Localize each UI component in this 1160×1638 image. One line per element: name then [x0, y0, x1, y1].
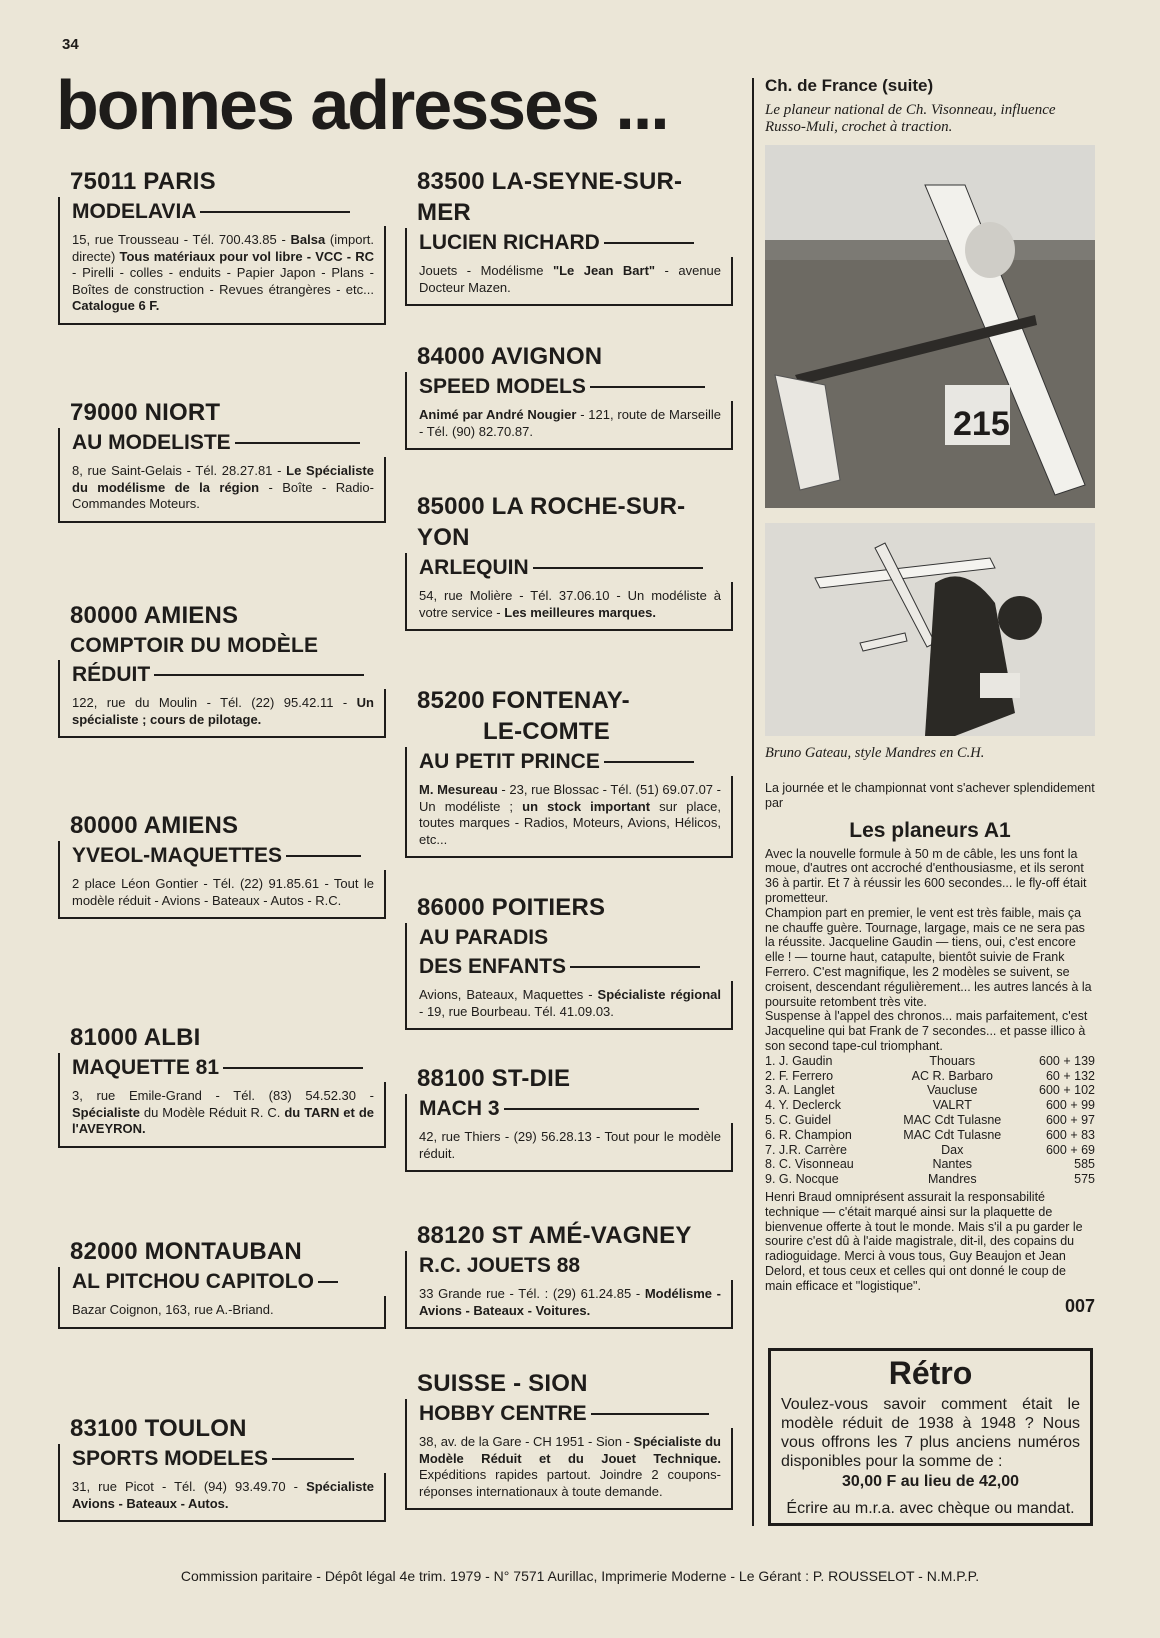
- shop-name: [58, 660, 386, 689]
- text: Tous matériaux pour vol libre - VCC - RC: [119, 248, 374, 264]
- result-name: 6. R. Champion: [765, 1127, 852, 1142]
- result-club: MAC Cdt Tulasne: [903, 1112, 1002, 1127]
- text: - Pirelli - colles - enduits - Papier Japon - Plans - Boîtes de construction - Revues étrangères - etc...: [72, 265, 374, 297]
- address-entry: [405, 1063, 733, 1172]
- results-row: [765, 1069, 1095, 1084]
- column-divider: [752, 78, 754, 1526]
- shop-label: MAQUETTE 81: [72, 1056, 220, 1079]
- text: Jouets - Modélisme: [419, 263, 553, 278]
- page-title: bonnes adresses ...: [56, 66, 668, 144]
- result-name: 1. J. Gaudin: [765, 1053, 833, 1068]
- result-score: 600 + 99: [1045, 1098, 1095, 1113]
- city-heading-cont: YON: [417, 524, 470, 551]
- results-row: [765, 1143, 1095, 1158]
- shop-name: [405, 1399, 733, 1428]
- address-entry: [58, 166, 386, 325]
- address-entry: [58, 810, 386, 919]
- shop-label: HOBBY CENTRE: [419, 1402, 587, 1425]
- page-number: 34: [62, 36, 79, 53]
- photo-caption-2: Bruno Gateau, style Mandres en C.H.: [765, 745, 985, 761]
- result-club: AC R. Barbaro: [911, 1068, 993, 1083]
- text: - 23, rue Blossac - Tél. (51) 69.07.07 - Un modéliste ;: [419, 782, 721, 814]
- shop-name: [405, 952, 733, 981]
- address-entry: [58, 1413, 386, 1522]
- city-heading: 83500 LA-SEYNE-SUR-: [417, 168, 683, 195]
- article-paragraph: Avec la nouvelle formule à 50 m de câble, les uns font la moue, d'autres ont accroché d'enthousiasme, et ils seront 36 à partir. Et 7 à réussir les 600 secondes... le fly-off était prometteur.: [765, 846, 1087, 905]
- city-heading: 88120 ST AMÉ-VAGNEY: [417, 1222, 692, 1249]
- sidebar-heading: Ch. de France (suite): [765, 76, 934, 95]
- shop-label: SPORTS MODELES: [72, 1447, 269, 1470]
- result-club: Dax: [941, 1142, 964, 1157]
- text: du Modèle Réduit R. C.: [139, 1104, 285, 1120]
- result-club: VALRT: [932, 1098, 972, 1113]
- address-entry: [58, 397, 386, 523]
- text: - 19, rue Bourbeau. Tél. 41.09.03.: [419, 1003, 614, 1019]
- result-name: 8. C. Visonneau: [765, 1157, 854, 1172]
- address-entry: [405, 166, 733, 306]
- text: Les meilleures marques.: [504, 604, 656, 620]
- shop-label: MODELAVIA: [72, 200, 197, 223]
- result-score: 60 + 132: [1045, 1068, 1095, 1083]
- result-club: Thouars: [929, 1053, 976, 1068]
- city-heading: 80000 AMIENS: [70, 602, 239, 629]
- text: un stock important: [522, 798, 651, 814]
- results-row: [765, 1054, 1095, 1069]
- text: Balsa: [290, 232, 326, 247]
- shop-name: [405, 228, 733, 257]
- text: "Le Jean Bart": [552, 263, 656, 278]
- result-club: Vaucluse: [927, 1083, 978, 1098]
- result-score: 575: [1074, 1172, 1095, 1187]
- text: Avions, Bateaux, Maquettes -: [419, 987, 598, 1002]
- result-club: Mandres: [927, 1172, 977, 1187]
- result-name: 5. C. Guidel: [765, 1112, 832, 1127]
- glider-photo-image: [765, 145, 1095, 508]
- city-heading: 80000 AMIENS: [70, 812, 239, 839]
- shop-label: ARLEQUIN: [419, 556, 529, 579]
- text: 31, rue Picot - Tél. (94) 93.49.70 -: [72, 1479, 307, 1494]
- address-box: [58, 1473, 386, 1522]
- text: 33 Grande rue - Tél. : (29) 61.24.85 -: [419, 1286, 645, 1301]
- shop-name: [405, 1251, 733, 1280]
- shop-label: SPEED MODELS: [419, 375, 586, 398]
- shop-name: [58, 841, 386, 870]
- text: Spécialiste: [72, 1104, 140, 1120]
- shop-name: [405, 553, 733, 582]
- result-score: 600 + 69: [1045, 1142, 1095, 1157]
- text: 8, rue Saint-Gelais - Tél. 28.27.81 -: [72, 463, 287, 478]
- text: sur place, toutes marques - Radios, Moteurs, Avions, Hélicos, etc...: [419, 798, 721, 847]
- article-paragraph: Henri Braud omniprésent assurait la responsabilité technique — c'était marqué ainsi sur la plaquette de bienvenue offerte à tout le monde. Mais s'il a pu garder le sourire c'est dû à l'aide magistrale, dit-il, des copains du radioguidage. Merci à vous tous, Guy Beaujon et Jean Delord, et tous ceux et celles qui ont donné le coup de main efficace et "logistique".: [765, 1189, 1083, 1293]
- shop-label: MACH 3: [419, 1097, 500, 1120]
- retro-text: Voulez-vous savoir comment était le modèle réduit de 1938 à 1948 ? Nous vous offrons les 7 plus anciens numéros disponibles pour la somme de :: [781, 1396, 1080, 1470]
- text: - avenue Docteur Mazen.: [419, 263, 722, 295]
- city-heading: 84000 AVIGNON: [417, 343, 603, 370]
- address-entry: [405, 341, 733, 450]
- shop-name: [405, 372, 733, 401]
- shop-name-line: COMPTOIR DU MODÈLE: [70, 634, 319, 657]
- address-entry: [405, 1220, 733, 1329]
- text: 15, rue Trousseau - Tél. 700.43.85 -: [72, 232, 291, 247]
- address-box: [58, 457, 386, 523]
- text: Le Spécialiste du modélisme de la région: [72, 463, 374, 495]
- shop-label: AU MODELISTE: [72, 431, 231, 454]
- result-club: MAC Cdt Tulasne: [903, 1127, 1002, 1142]
- city-heading: 79000 NIORT: [70, 399, 221, 426]
- text: Spécialiste Avions - Bateaux - Autos.: [72, 1479, 374, 1511]
- address-entry: [58, 1022, 386, 1148]
- text: du TARN et de l'AVEYRON.: [72, 1104, 374, 1136]
- text: Expéditions rapides partout. Joindre 2 coupons-réponses internationaux à toute demande.: [419, 1467, 721, 1499]
- article-intro: La journée et le championnat vont s'achever splendidement par: [765, 781, 1095, 810]
- results-table: [765, 1054, 1095, 1187]
- glider-photo: [765, 145, 1095, 508]
- photo-caption: Le planeur national de Ch. Visonneau, influence Russo-Muli, crochet à traction.: [765, 102, 1056, 135]
- results-row: [765, 1098, 1095, 1113]
- shop-name: [58, 1267, 386, 1296]
- shop-name-line: [405, 923, 733, 952]
- city-heading: 75011 PARIS: [70, 168, 216, 195]
- section-title: Les planeurs A1: [849, 818, 1011, 842]
- address-box: [58, 1296, 386, 1329]
- city-heading-cont: MER: [417, 199, 471, 226]
- retro-title: Rétro: [888, 1355, 973, 1391]
- text: - Boîte - Radio-Commandes Moteurs.: [72, 479, 374, 511]
- result-score: 600 + 139: [1039, 1053, 1095, 1068]
- address-box: [58, 870, 386, 919]
- footer-legal: Commission paritaire - Dépôt légal 4e trim. 1979 - N° 7571 Aurillac, Imprimerie Moderne - Le Gérant : P. ROUSSELOT - N.M.P.P.: [180, 1568, 980, 1584]
- text: Bazar Coignon, 163, rue A.-Briand.: [72, 1302, 274, 1317]
- text: 2 place Léon Gontier - Tél. (22) 91.85.61 - Tout le modèle réduit - Avions - Bateaux - Autos - R.C.: [72, 876, 374, 908]
- address-box: [405, 257, 733, 306]
- city-heading: 86000 POITIERS: [417, 894, 606, 921]
- results-row: [765, 1128, 1095, 1143]
- text: Animé par André Nougier: [419, 407, 577, 422]
- address-entry: [58, 600, 386, 738]
- result-name: 4. Y. Declerck: [765, 1098, 841, 1113]
- retro-price: 30,00 F au lieu de 42,00: [842, 1473, 1019, 1490]
- text: Modélisme - Avions - Bateaux - Voitures.: [419, 1286, 722, 1318]
- shop-label: AL PITCHOU CAPITOLO: [72, 1270, 314, 1293]
- shop-label: R.C. JOUETS 88: [419, 1254, 581, 1277]
- address-box: [405, 776, 733, 858]
- city-heading: 85200 FONTENAY-: [417, 687, 630, 714]
- article-paragraph: Champion part en premier, le vent est très faible, mais ça ne chauffe guère. Tournage, largage, mais ce ne sera pas la réussite. Jacqueline Gaudin — tiens, oui, c'est encore elle ! — tourne haut, catapulte, bientôt suivie de Frank Ferrero. C'est magnifique, les 2 modèles se suivent, se croisent, descendant régulièrement... les autres lancés à la poursuite retombent très vite.: [765, 905, 1092, 1009]
- text: Un spécialiste ; cours de pilotage.: [72, 695, 374, 727]
- city-heading: 82000 MONTAUBAN: [70, 1238, 302, 1265]
- text: Catalogue 6 F.: [72, 298, 160, 313]
- result-score: 600 + 97: [1045, 1112, 1095, 1127]
- city-heading-cont: LE-COMTE: [483, 718, 610, 745]
- results-row: [765, 1157, 1095, 1172]
- result-name: 2. F. Ferrero: [765, 1068, 834, 1083]
- address-box: [405, 582, 733, 631]
- address-box: [405, 1428, 733, 1510]
- shop-label: AU PARADIS: [419, 926, 549, 949]
- city-heading: 88100 ST-DIE: [417, 1065, 571, 1092]
- address-box: [405, 981, 733, 1030]
- article-paragraph: Suspense à l'appel des chronos... mais parfaitement, c'est Jacqueline qui bat Frank de 7 secondes... et passe illico à son second tape-cul triomphant.: [765, 1009, 1088, 1053]
- result-name: 7. J.R. Carrère: [765, 1142, 847, 1157]
- text: 54, rue Molière - Tél. 37.06.10 - Un modéliste à votre service -: [419, 588, 721, 620]
- address-box: [405, 1123, 733, 1172]
- text: (import. directe): [72, 232, 374, 264]
- text: M. Mesureau: [419, 782, 498, 797]
- shop-label: DES ENFANTS: [419, 955, 567, 978]
- sidebar-article: [765, 745, 1095, 1317]
- shop-label: RÉDUIT: [72, 663, 151, 686]
- address-entry: [405, 491, 733, 631]
- results-row: [765, 1083, 1095, 1098]
- text: 122, rue du Moulin - Tél. (22) 95.42.11 -: [72, 695, 357, 710]
- city-heading: SUISSE - SION: [417, 1370, 588, 1397]
- shop-name: [58, 1053, 386, 1082]
- results-row: [765, 1113, 1095, 1128]
- shop-name: [58, 1444, 386, 1473]
- city-heading: 85000 LA ROCHE-SUR-: [417, 493, 686, 520]
- result-score: 585: [1074, 1157, 1095, 1172]
- address-box: [58, 226, 386, 325]
- pilot-photo-image: [765, 523, 1095, 736]
- address-box: [58, 1082, 386, 1148]
- sidebar-heading-block: [765, 76, 1095, 136]
- pilot-photo: [765, 523, 1095, 736]
- shop-label: YVEOL-MAQUETTES: [72, 844, 283, 867]
- shop-label: AU PETIT PRINCE: [419, 750, 600, 773]
- shop-name: [405, 1094, 733, 1123]
- result-score: 600 + 102: [1039, 1083, 1095, 1098]
- city-heading: 83100 TOULON: [70, 1415, 247, 1442]
- svg-text:215: 215: [953, 405, 1010, 443]
- text: Spécialiste du Modèle Réduit et du Jouet Technique.: [419, 1434, 721, 1466]
- retro-box: [768, 1348, 1093, 1526]
- text: 3, rue Emile-Grand - Tél. (83) 54.52.30 -: [72, 1088, 374, 1103]
- text: 42, rue Thiers - (29) 56.28.13 - Tout pour le modèle réduit.: [419, 1129, 721, 1161]
- address-entry: [58, 1236, 386, 1329]
- result-club: Nantes: [932, 1157, 973, 1172]
- result-name: 3. A. Langlet: [765, 1083, 835, 1098]
- retro-closing: Écrire au m.r.a. avec chèque ou mandat.: [786, 1500, 1075, 1517]
- address-box: [58, 689, 386, 738]
- shop-name: [405, 747, 733, 776]
- result-score: 600 + 83: [1045, 1127, 1095, 1142]
- results-row: [765, 1172, 1095, 1187]
- address-entry: [405, 892, 733, 1030]
- result-name: 9. G. Nocque: [765, 1172, 839, 1187]
- shop-label: LUCIEN RICHARD: [419, 231, 600, 254]
- text: Spécialiste régional: [597, 987, 721, 1002]
- signature: 007: [1064, 1295, 1095, 1316]
- address-entry: [405, 685, 733, 858]
- shop-name: [58, 197, 386, 226]
- text: 38, av. de la Gare - CH 1951 - Sion -: [419, 1434, 634, 1449]
- address-entry: [405, 1368, 733, 1510]
- text: - 121, route de Marseille - Tél. (90) 82.70.87.: [419, 407, 722, 439]
- shop-name: [58, 428, 386, 457]
- city-heading: 81000 ALBI: [70, 1024, 201, 1051]
- address-box: [405, 1280, 733, 1329]
- address-box: [405, 401, 733, 450]
